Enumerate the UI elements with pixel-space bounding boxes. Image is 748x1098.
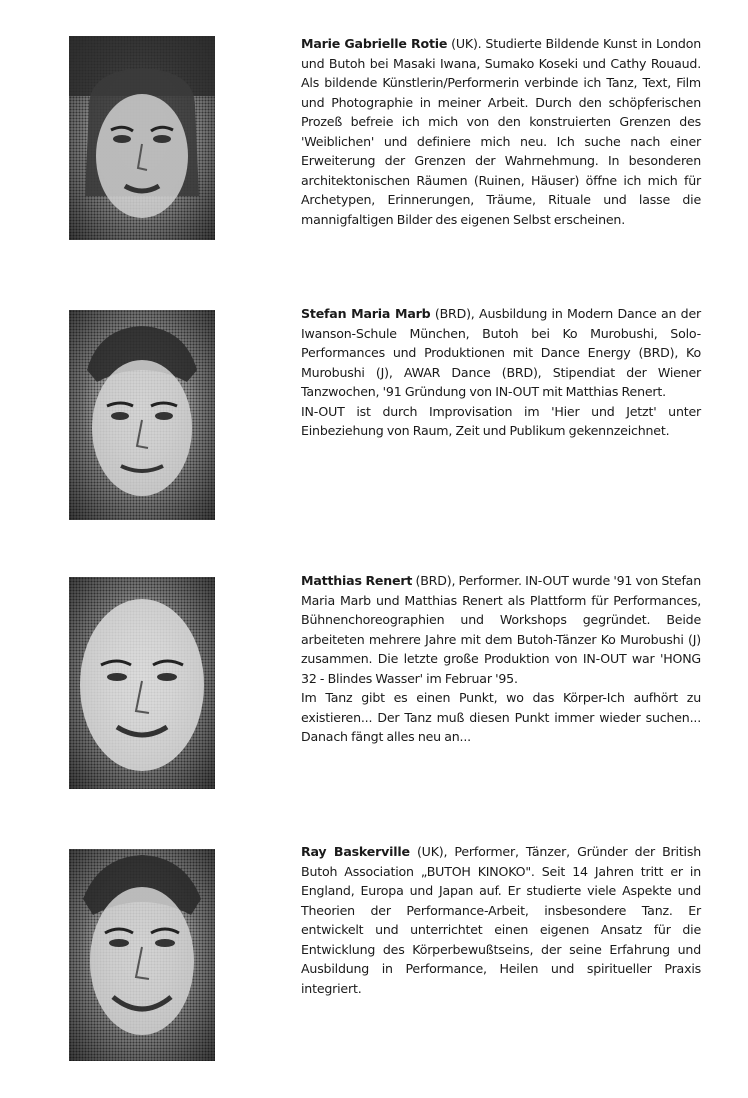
- bio-body: (UK). Studierte Bildende Kunst in London und Butoh bei Masaki Iwana, Sumako Koseki und Cathy Rouaud. Als bildende Künstlerin/Performerin verbinde ich Tanz, Text, Film und Photographie in meiner Arbeit. Durch den schöpferischen Prozeß befreie ich mich von den konstruierten Grenzen des 'Weiblichen' und definiere mich neu. Ich suche nach einer Erweiterung der Grenzen der Wahrnehmung. In besonderen architektonischen Räumen (Ruinen, Häuser) öffne ich mich für Archetypen, Erinnerungen, Träume, Rituale und lasse die mannigfaltigen Bilder des eigenen Selbst erscheinen.: [301, 36, 701, 227]
- face-drawing: [69, 577, 215, 789]
- person-name: Marie Gabrielle Rotie: [301, 36, 448, 51]
- bio-text-rotie: [301, 34, 701, 229]
- bio-body: (UK), Performer, Tänzer, Gründer der British Butoh Association „BUTOH KINOKO". Seit 14 Jahren tritt er in England, Europa und Japan auf. Er studierte viele Aspekte und Theorien der Performance-Arbeit, insbesondere Tanz. Er entwickelt und unterrichtet einen eigenen Ansatz für die Entwicklung des Körperbewußtseins, der seine Erfahrung und Ausbildung in Performance, Heilen und spiritueller Praxis integriert.: [301, 844, 701, 996]
- person-name: Stefan Maria Marb: [301, 306, 431, 321]
- face-drawing: [69, 849, 215, 1061]
- bio-body: (BRD), Ausbildung in Modern Dance an der Iwanson-Schule München, Butoh bei Ko Murobushi, Solo-Performances und Produktionen mit Dance Energy (BRD), Ko Murobushi (J), AWAR Dance (BRD), Stipendiat der Wiener Tanzwochen, '91 Gründung von IN-OUT mit Matthias Renert.: [301, 306, 701, 399]
- portrait-photo-marb: [69, 310, 215, 520]
- portrait-photo-baskerville: [69, 849, 215, 1061]
- face-drawing: [69, 310, 215, 520]
- face-drawing: [69, 36, 215, 240]
- bio-body: (BRD), Performer. IN-OUT wurde '91 von Stefan Maria Marb und Matthias Renert als Plattform für Performances, Bühnenchoreographien und Workshops gegründet. Beide arbeiteten mehrere Jahre mit dem Butoh-Tänzer Ko Murobushi (J) zusammen. Die letzte große Produktion von IN-OUT war 'HONG 32 - Blindes Wasser' im Februar '95.: [301, 573, 701, 686]
- bio-body-second-paragraph: IN-OUT ist durch Improvisation im 'Hier und Jetzt' unter Einbeziehung von Raum, Zeit und Publikum gekennzeichnet.: [301, 403, 701, 438]
- bio-text-renert: [301, 571, 701, 747]
- portrait-photo-renert: [69, 577, 215, 789]
- bio-text-marb: [301, 304, 701, 441]
- bio-text-baskerville: [301, 842, 701, 998]
- person-name: Ray Baskerville: [301, 844, 410, 859]
- portrait-photo-rotie: [69, 36, 215, 240]
- person-name: Matthias Renert: [301, 573, 413, 588]
- bio-body-second-paragraph: Im Tanz gibt es einen Punkt, wo das Körper-Ich aufhört zu existieren... Der Tanz muß diesen Punkt immer wieder suchen... Danach fängt alles neu an...: [301, 690, 701, 744]
